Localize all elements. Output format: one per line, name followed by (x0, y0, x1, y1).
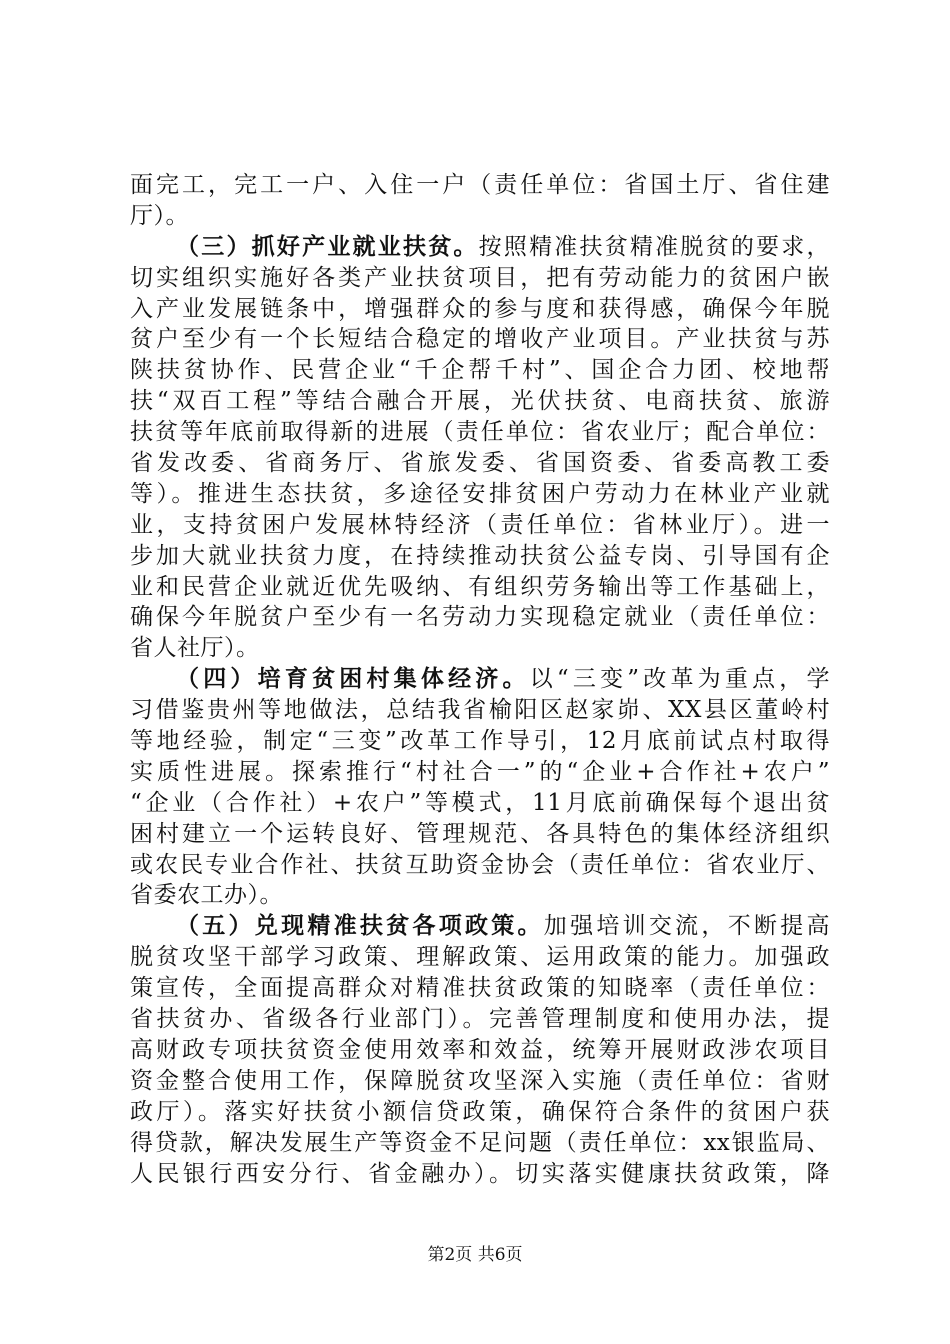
text-line: 扶“双百工程”等结合融合开展，光伏扶贫、电商扶贫、旅游 (130, 388, 830, 415)
line-text: 按照精准扶贫精准脱贫的要求， (478, 233, 831, 260)
text-line: 脱贫攻坚干部学习政策、理解政策、运用政策的能力。加强政 (130, 944, 830, 971)
section-heading: （五）兑现精准扶贫各项政策。 (176, 913, 544, 940)
text-line: 困村建立一个运转良好、管理规范、各具特色的集体经济组织 (130, 820, 830, 847)
section-heading: （四）培育贫困村集体经济。 (176, 666, 530, 693)
paragraph-first-line (130, 911, 830, 942)
line-text: 以“三变”改革为重点，学 (529, 666, 830, 693)
text-line: 政厅）。落实好扶贫小额信贷政策，确保符合条件的贫困户获 (130, 1098, 830, 1125)
text-line: 业，支持贫困户发展林特经济（责任单位：省林业厅）。进一 (130, 511, 830, 538)
paragraph (130, 664, 830, 911)
text-line: 策宣传，全面提高群众对精准扶贫政策的知晓率（责任单位： (130, 975, 830, 1002)
page-footer: 第2页 共6页 (427, 1245, 523, 1265)
text-line: 或农民专业合作社、扶贫互助资金协会（责任单位：省农业厅、 (130, 851, 830, 878)
text-line: 步加大就业扶贫力度，在持续推动扶贫公益专岗、引导国有企 (130, 542, 830, 569)
text-line: 等）。推进生态扶贫，多途径安排贫困户劳动力在林业产业就 (130, 480, 830, 507)
paragraph-first-line (130, 232, 830, 263)
text-line: 入产业发展链条中，增强群众的参与度和获得感，确保今年脱 (130, 295, 830, 322)
paragraph (130, 170, 830, 232)
text-line: 省扶贫办、省级各行业部门）。完善管理制度和使用办法，提 (130, 1006, 830, 1033)
body-text (130, 170, 830, 1189)
text-line: 人民银行西安分行、省金融办）。切实落实健康扶贫政策，降 (130, 1160, 830, 1187)
text-line: 高财政专项扶贫资金使用效率和效益，统筹开展财政涉农项目 (130, 1036, 830, 1063)
paragraph (130, 232, 830, 664)
text-line: 等地经验，制定“三变”改革工作导引，12月底前试点村取得 (130, 728, 830, 755)
text-line: 业和民营企业就近优先吸纳、有组织劳务输出等工作基础上， (130, 573, 830, 600)
text-line: 陕扶贫协作、民营企业“千企帮千村”、国企合力团、校地帮 (130, 357, 830, 384)
text-line: 习借鉴贵州等地做法，总结我省榆阳区赵家峁、XX县区董岭村 (130, 697, 830, 724)
text-line: 实质性进展。探索推行“村社合一”的“企业+合作社+农户” (130, 758, 830, 785)
text-line: 得贷款，解决发展生产等资金不足问题（责任单位：xx银监局、 (130, 1129, 830, 1156)
text-line: 贫户至少有一个长短结合稳定的增收产业项目。产业扶贫与苏 (130, 326, 830, 353)
text-line: “企业（合作社）+农户”等模式，11月底前确保每个退出贫 (130, 789, 830, 816)
text-line: 资金整合使用工作，保障脱贫攻坚深入实施（责任单位：省财 (130, 1067, 830, 1094)
section-heading: （三）抓好产业就业扶贫。 (176, 233, 479, 260)
text-line: 面完工，完工一户、入住一户（责任单位：省国土厅、省住建 (130, 172, 830, 198)
text-line: 扶贫等年底前取得新的进展（责任单位：省农业厅；配合单位： (130, 419, 830, 446)
text-line: 确保今年脱贫户至少有一名劳动力实现稳定就业（责任单位： (130, 604, 830, 631)
text-line: 省委农工办）。 (130, 882, 283, 909)
paragraph-first-line (130, 664, 830, 695)
text-line: 省人社厅）。 (130, 635, 260, 662)
text-line: 切实组织实施好各类产业扶贫项目，把有劳动能力的贫困户嵌 (130, 264, 830, 291)
text-line: 厅）。 (130, 202, 189, 229)
paragraph (130, 911, 830, 1189)
line-text: 加强培训交流，不断提高 (543, 913, 831, 940)
text-line: 省发改委、省商务厅、省旅发委、省国资委、省委高教工委 (130, 450, 830, 477)
